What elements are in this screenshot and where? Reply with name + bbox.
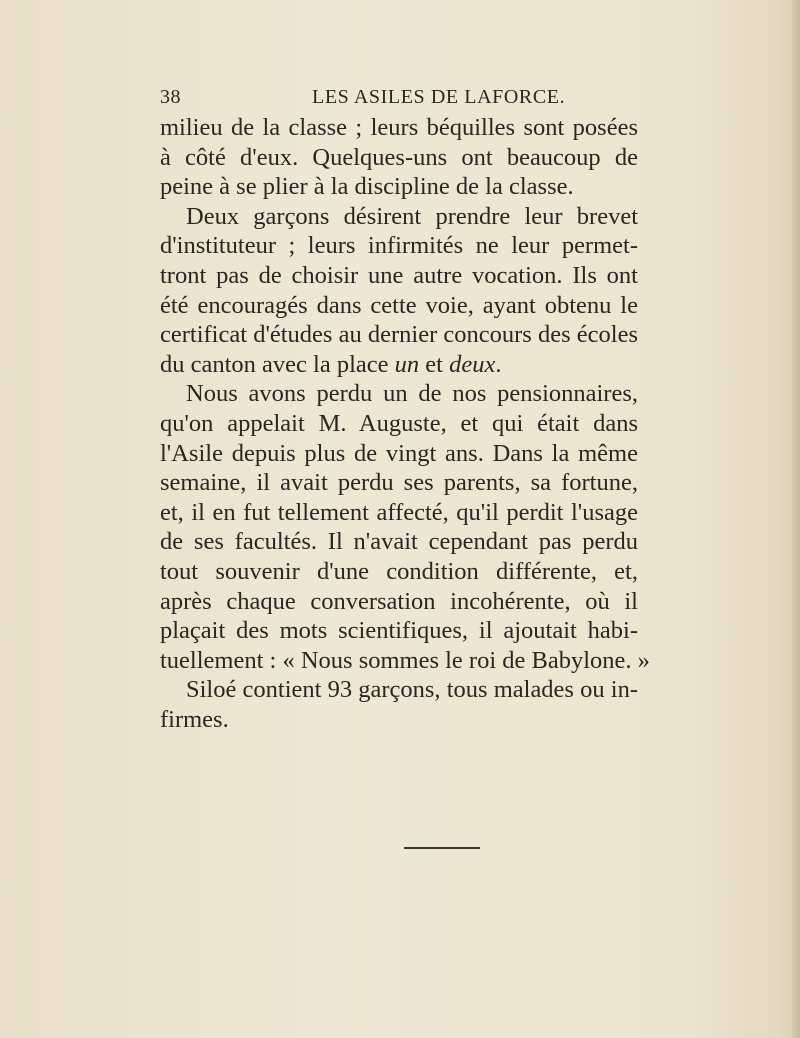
text-line: tront pas de choisir une autre vocation. Ils ont <box>160 261 638 289</box>
text-fragment: . <box>495 350 502 378</box>
italic-word-deux: deux <box>449 350 496 378</box>
running-title: LES ASILES DE LAFORCE. <box>312 86 566 108</box>
running-head <box>160 86 640 114</box>
page-number: 38 <box>160 86 181 108</box>
text-line: Deux garçons désirent prendre leur brevet <box>186 202 638 230</box>
text-fragment: et <box>419 350 450 378</box>
text-line-emphasis <box>160 350 638 380</box>
text-line: peine à se plier à la discipline de la classe. <box>160 173 574 201</box>
text-fragment: du canton avec la place <box>160 350 395 378</box>
text-line: à côté d'eux. Quelques-uns ont beaucoup de <box>160 143 638 171</box>
italic-word-un: un <box>394 350 420 378</box>
end-rule <box>404 847 480 849</box>
text-line: semaine, il avait perdu ses parents, sa fortune, <box>160 469 638 497</box>
text-line: plaçait des mots scientifiques, il ajoutait habi- <box>160 617 638 645</box>
text-line: milieu de la classe ; leurs béquilles sont posées <box>160 114 638 141</box>
text-line: été encouragés dans cette voie, ayant obtenu le <box>160 291 638 319</box>
text-line: l'Asile depuis plus de vingt ans. Dans la même <box>160 439 638 467</box>
text-line: tout souvenir d'une condition différente, et, <box>160 557 638 585</box>
body-text <box>160 113 650 734</box>
text-line: qu'on appelait M. Auguste, et qui était dans <box>160 409 638 437</box>
text-line: après chaque conversation incohérente, où il <box>160 587 638 615</box>
text-line: firmes. <box>160 705 229 733</box>
text-line: certificat d'études au dernier concours des écoles <box>160 321 638 349</box>
text-line: d'instituteur ; leurs infirmités ne leur permet- <box>160 232 638 260</box>
page-edge <box>792 0 800 1038</box>
text-line: Siloé contient 93 garçons, tous malades ou in- <box>186 676 638 704</box>
text-line: Nous avons perdu un de nos pensionnaires, <box>186 380 638 408</box>
text-line: de ses facultés. Il n'avait cependant pas perdu <box>160 528 638 556</box>
text-line: et, il en fut tellement affecté, qu'il perdit l'usage <box>160 498 638 526</box>
text-line: tuellement : « Nous sommes le roi de Babylone. » <box>160 646 650 674</box>
